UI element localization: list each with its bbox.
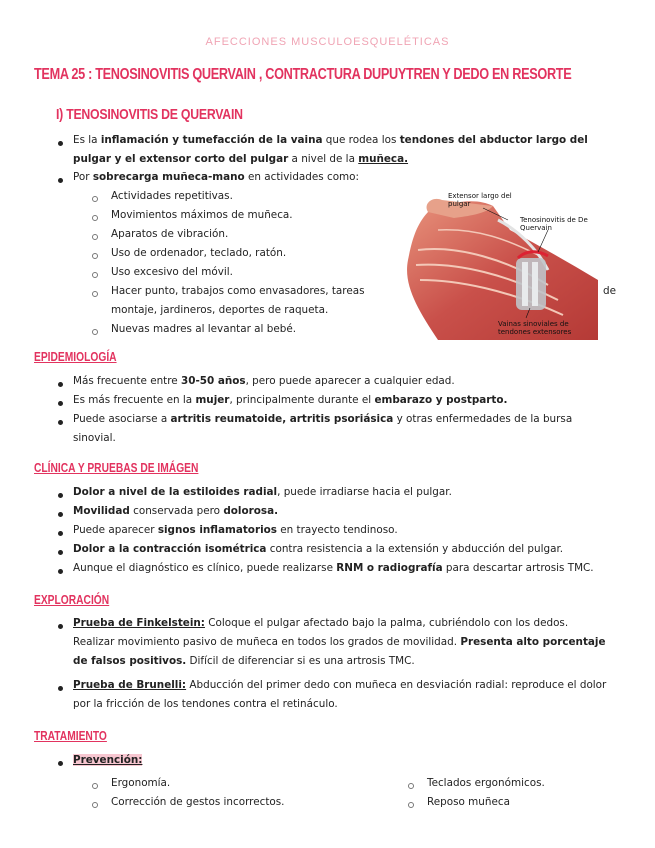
brunelli-test: Prueba de Brunelli: Abducción del primer dedo con muñeca en desviación radial: reproduce el dolor por la fricción de los tendones contra el retináculo.: [73, 679, 607, 710]
figure-label: Tenosinovitis de De Quervain: [520, 216, 588, 232]
sub-bullet-icon: [92, 196, 98, 202]
list-item: Corrección de gestos incorrectos.: [111, 796, 285, 808]
list-item: Reposo muñeca: [427, 796, 510, 808]
list-item: Uso excesivo del móvil.: [111, 266, 233, 278]
document-header: AFECCIONES MUSCULOESQUELÉTICAS: [205, 36, 450, 48]
cause-paragraph: Por sobrecarga muñeca-mano en actividades como:: [73, 171, 360, 183]
list-item: Nuevas madres al levantar al bebé.: [111, 323, 297, 335]
list-item: Hacer punto, trabajos como envasadores, tareas: [111, 285, 365, 297]
page-title: TEMA 25 : TENOSINOVITIS QUERVAIN , CONTRACTURA DUPUYTREN Y DEDO EN RESORTE: [34, 66, 572, 83]
clinical-item: Aunque el diagnóstico es clínico, puede realizarse RNM o radiografía para descartar artrosis TMC.: [73, 562, 594, 574]
wrist-anatomy-illustration: [398, 190, 598, 340]
section-heading-exploracion: EXPLORACIÓN: [34, 593, 110, 607]
section-heading-clinica: CLÍNICA Y PRUEBAS DE IMÁGEN: [34, 461, 199, 475]
bullet-icon: [58, 401, 63, 406]
sub-bullet-icon: [92, 329, 98, 335]
section-heading-epidemiologia: EPIDEMIOLOGÍA: [34, 350, 117, 364]
bullet-icon: [58, 493, 63, 498]
list-item-continuation: de: [603, 285, 616, 297]
bullet-icon: [58, 382, 63, 387]
sub-bullet-icon: [92, 234, 98, 240]
clinical-item: Dolor a nivel de la estiloides radial, puede irradiarse hacia el pulgar.: [73, 486, 452, 498]
bullet-icon: [58, 420, 63, 425]
list-item: Aparatos de vibración.: [111, 228, 229, 240]
bullet-icon: [58, 686, 63, 691]
bullet-icon: [58, 569, 63, 574]
prevention-label: Prevención:: [73, 754, 143, 766]
sub-bullet-icon: [408, 783, 414, 789]
sub-bullet-icon: [92, 253, 98, 259]
epidemiology-item: Más frecuente entre 30-50 años, pero puede aparecer a cualquier edad.: [73, 375, 455, 387]
bullet-icon: [58, 531, 63, 536]
figure-label: Extensor largo del pulgar: [448, 192, 512, 208]
sub-bullet-icon: [408, 802, 414, 808]
list-item-continuation: montaje, jardineros, deportes de raqueta.: [111, 304, 329, 316]
list-item: Ergonomía.: [111, 777, 171, 789]
sub-bullet-icon: [92, 783, 98, 789]
clinical-item: Dolor a la contracción isométrica contra resistencia a la extensión y abducción del pulgar.: [73, 543, 564, 555]
clinical-item: Movilidad conservada pero dolorosa.: [73, 505, 279, 517]
hand-tendons-image: [398, 190, 598, 340]
section-title-quervain: I) TENOSINOVITIS DE QUERVAIN: [56, 106, 243, 123]
figure-label: Vainas sinoviales de tendones extensores: [498, 320, 572, 336]
bullet-icon: [58, 141, 63, 146]
finkelstein-test: Prueba de Finkelstein: Coloque el pulgar afectado bajo la palma, cubriéndolo con los dedos. Realizar movimiento pasivo de muñeca en todos los grados de movilidad. Presenta alto porcentaje de falsos positivos. Difícil de diferenciar si es una artrosis TMC.: [73, 617, 606, 667]
definition-paragraph: Es la inflamación y tumefacción de la vaina que rodea los tendones del abductor largo del pulgar y el extensor corto del pulgar a nivel de la muñeca.: [73, 134, 588, 165]
list-item: Actividades repetitivas.: [111, 190, 233, 202]
clinical-item: Puede aparecer signos inflamatorios en trayecto tendinoso.: [73, 524, 398, 536]
epidemiology-item: Puede asociarse a artritis reumatoide, artritis psoriásica y otras enfermedades de la bursa sinovial.: [73, 413, 573, 444]
bullet-icon: [58, 512, 63, 517]
bullet-icon: [58, 550, 63, 555]
bullet-icon: [58, 624, 63, 629]
list-item: Movimientos máximos de muñeca.: [111, 209, 293, 221]
section-heading-tratamiento: TRATAMIENTO: [34, 729, 107, 743]
bullet-icon: [58, 761, 63, 766]
sub-bullet-icon: [92, 215, 98, 221]
sub-bullet-icon: [92, 272, 98, 278]
epidemiology-item: Es más frecuente en la mujer, principalmente durante el embarazo y postparto.: [73, 394, 508, 406]
list-item: Teclados ergonómicos.: [427, 777, 545, 789]
sub-bullet-icon: [92, 291, 98, 297]
bullet-icon: [58, 178, 63, 183]
sub-bullet-icon: [92, 802, 98, 808]
list-item: Uso de ordenador, teclado, ratón.: [111, 247, 287, 259]
